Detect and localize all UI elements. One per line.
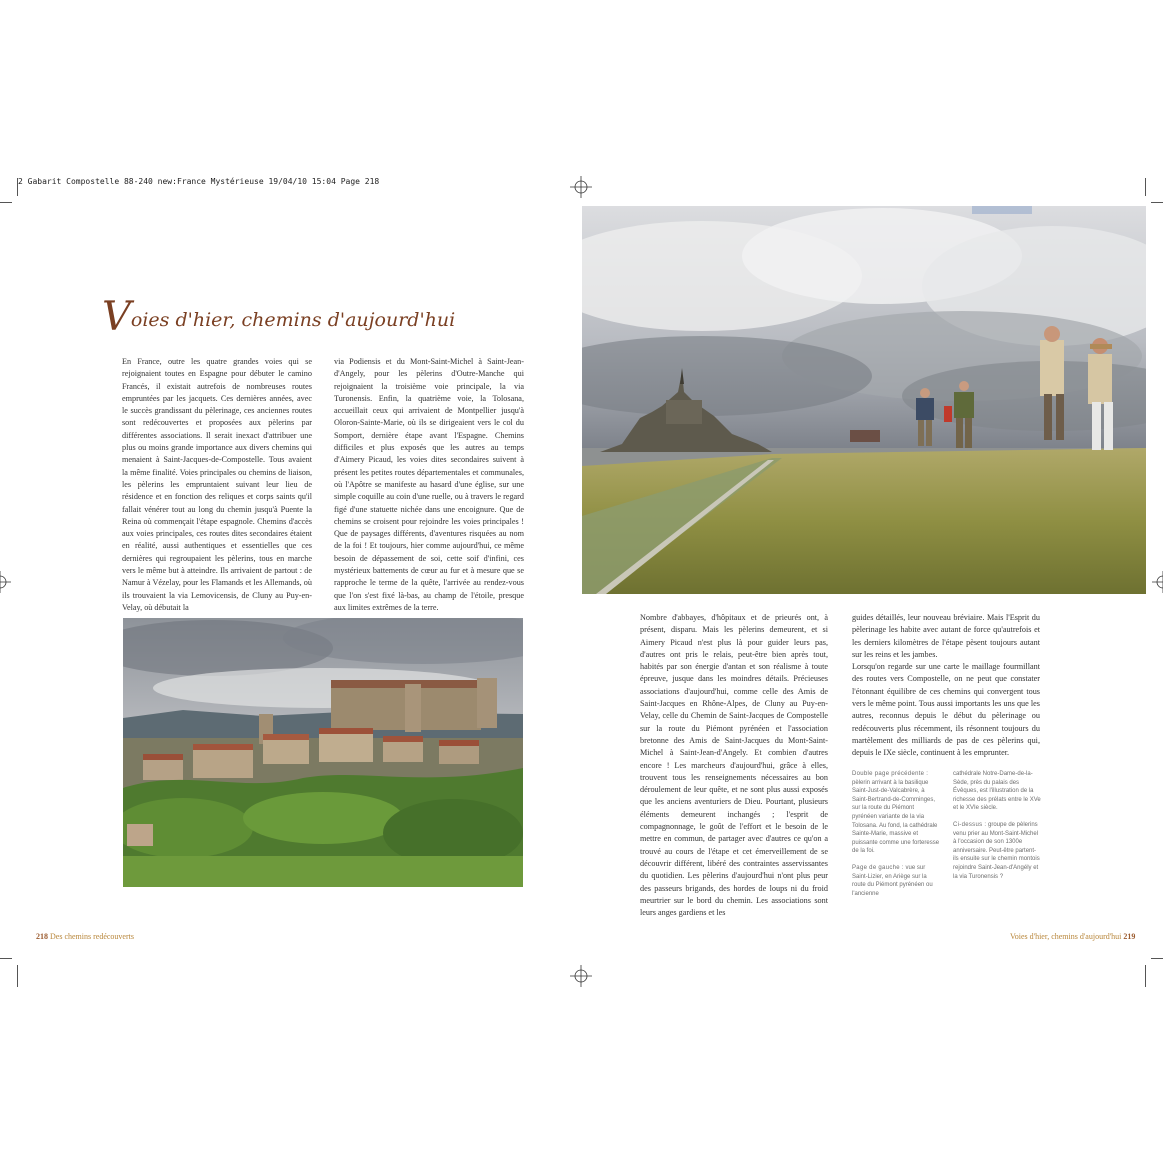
text-column-3 — [640, 612, 828, 919]
photo-saint-lizier-village — [123, 618, 523, 887]
text-column-4 — [852, 612, 1040, 760]
paragraph: Nombre d'abbayes, d'hôpitaux et de prieurés ont, à présent, disparu. Mais les pèlerins demeurent, et si Aimery Picaud n'est plus là pour guider leurs pas, d'autres ont pris le relais, peut-être bien après tout, habités par son énergie d'antan et son réalisme à toute épreuve, jusque dans les moindres détails. Précieuses associations d'aujourd'hui, comme celle des Amis de Saint-Jacques en Rhône-Alpes, de Cluny au Puy-en-Velay, celle du Chemin de Saint-Jacques de Compostelle sur la route du Piémont pyrénéen et l'association bretonne des Amis de Saint-Jacques du Mont-Saint-Michel à Saint-Jean-d'Angely. Et combien d'autres encore ! Les marcheurs d'aujourd'hui, grâce à elles, trouvent tous les renseignements nécessaires au bon déroulement de leur quête, et ne sont plus aussi exposés que les anciens aventuriers de Dieu. Pourtant, plusieurs éléments demeurent inchangés ; l'esprit de compagnonnage, le goût de l'effort et le besoin de le mettre en commun, de partager avec d'autres ce qu'on a trouvé au cours de l'étape et cet émerveillement de se découvrir différent, libéré des contraintes asservissantes du quotidien. Les pèlerins d'aujourd'hui n'ont plus peur des passeurs brigands, des hordes de loups ni du froid meurtrier sur le bord du chemin. Les associations sont leurs anges gardiens et les — [640, 613, 828, 918]
paragraph: En France, outre les quatre grandes voies qui se rejoignaient toutes en Espagne pour débuter le camino Francés, il existait autrefois de nombreuses routes empruntées par les jacquets. Ces dernières années, avec le succès grandissant du pèlerinage, ces anciennes routes sont redécouvertes et proposées aux pèlerins par différentes associations. Il serait inexact d'attribuer une plus ou moins grande importance aux divers chemins qui menaient à Saint-Jacques-de-Compostelle. Tous avaient la même finalité. Voies principales ou chemins de liaison, les pèlerins les empruntaient suivant leur lieu de résidence et en fonction des reliques et corps saints qu'il fallait vénérer tout au long du chemin jusqu'à Puente la Reina où commençait l'étape espagnole. Chemins d'accès aux voies principales, ces routes dites secondaires étaient en réalité, aussi authentiques et essentielles que ces dernières qui regroupaient les pèlerins, tous en marche vers le même but à atteindre. Ils arrivaient de partout : de Namur à Vézelay, pour les Flamands et les Allemands, où ils trouvaient la via Lemovicensis, de Cluny au Puy-en-Velay, où débutait la — [122, 357, 312, 612]
caption-body: groupe de pèlerins venu prier au Mont-Saint-Michel à l'occasion de son 1300e anniversaire. Peut-être partent-ils ensuite sur le chemin montois rejoindre Saint-Jean-d'Angély et la via Turonensis ? — [953, 821, 1040, 880]
caption — [953, 770, 1041, 813]
paragraph: guides détaillés, leur nouveau bréviaire. Mais l'Esprit du pèlerinage les habite avec autant de force qu'autrefois et les derniers kilomètres de l'étape pèsent toujours autant sur les reins et les jambes. — [852, 613, 1040, 659]
folio-right — [1010, 932, 1135, 941]
folio-left — [36, 932, 134, 941]
crop-mark — [17, 178, 18, 196]
caption-lead: Ci-dessus : — [953, 821, 987, 828]
crop-mark — [1145, 178, 1146, 196]
text-column-2 — [334, 356, 524, 614]
photo-mont-saint-michel-pilgrims — [582, 206, 1146, 594]
caption-column-right — [953, 770, 1041, 889]
caption-lead: Page de gauche : — [852, 864, 904, 871]
crop-mark — [1151, 202, 1163, 203]
registration-mark-icon — [0, 571, 11, 593]
caption — [953, 821, 1041, 881]
paragraph: Lorsqu'on regarde sur une carte le maillage fourmillant des routes vers Compostelle, on ne peut que constater l'étonnant équilibre de ces chemins qui convergent tous vers le même point. Tous aussi importants les uns que les autres, reconnus depuis le début du pèlerinage ou redécouverts plus récemment, ils résonnent toujours du martèlement des milliards de pas de ces pèlerins qui, depuis le IXe siècle, continuent à les emprunter. — [852, 662, 1040, 758]
article-title — [102, 294, 456, 340]
caption — [852, 770, 940, 856]
registration-mark-icon — [1152, 571, 1163, 593]
crop-mark — [1151, 958, 1163, 959]
paragraph: via Podiensis et du Mont-Saint-Michel à Saint-Jean-d'Angely, pour les pèlerins d'Outre-Manche qui rejoignaient la troisième voie principale, la via Turonensis. Enfin, la quatrième voie, la Tolosana, accueillait ceux qui arrivaient de Montpellier jusqu'à Oloron-Sainte-Marie, où ils se dirigeaient vers le col du Somport, dernière étape avant l'Espagne. Chemins difficiles et plus exposés que les autres au temps d'Aimery Picaud, les voies dites secondaires suivent à présent les petites routes départementales et communales, où l'Apôtre se manifeste au hasard d'une église, sur une simple coquille au coin d'une ruelle, ou à travers le regard figé d'une statuette nichée dans une encoignure. Que de chemins se croisent pour rejoindre les voies principales ! Que de paysages différents, d'aventures risquées au nom de la foi ! Et toujours, hier comme aujourd'hui, ce même besoin de dépassement de soi, cette soif d'infini, ces mystérieux battements de cœur au fur et à mesure que se rapproche le terme de la quête, l'arrivée au rendez-vous que l'on s'est fixé là-bas, au champ de l'étoile, presque aux limites extrêmes de la terre. — [334, 357, 524, 612]
section-name: Voies d'hier, chemins d'aujourd'hui — [1010, 932, 1122, 941]
caption-lead: Double page précédente : — [852, 771, 929, 777]
page-number: 219 — [1123, 932, 1136, 941]
crop-mark — [0, 958, 12, 959]
text-column-1 — [122, 356, 312, 614]
title-initial: V — [102, 294, 131, 340]
caption — [852, 864, 940, 898]
caption-body: cathédrale Notre-Dame-de-la-Sède, près du palais des Évêques, est l'illustration de la richesse des prélats entre le XVe et le XVIe siècle. — [953, 771, 1041, 812]
registration-mark-icon — [570, 176, 592, 198]
crop-mark — [0, 202, 12, 203]
crop-mark — [17, 965, 18, 987]
section-name: Des chemins redécouverts — [50, 932, 134, 941]
print-slug: 2 Gabarit Compostelle 88-240 new:France Mystérieuse 19/04/10 15:04 Page 218 — [18, 177, 380, 186]
caption-body: vue sur Saint-Lizier, en Ariège sur la route du Piémont pyrénéen ou l'ancienne — [852, 864, 933, 897]
registration-mark-icon — [570, 965, 592, 987]
caption-body: pèlerin arrivant à la basilique Saint-Just-de-Valcabrère, à Saint-Bertrand-de-Comminges, sur la route du Piémont pyrénéen variante de la via Tolosana. Au fond, la cathédrale Sainte-Marie, massive et puissante comme une forteresse de la foi. — [852, 779, 940, 855]
crop-mark — [1145, 965, 1146, 987]
title-rest: oies d'hier, chemins d'aujourd'hui — [130, 309, 456, 331]
caption-column-left — [852, 770, 940, 906]
page-number: 218 — [36, 932, 48, 941]
